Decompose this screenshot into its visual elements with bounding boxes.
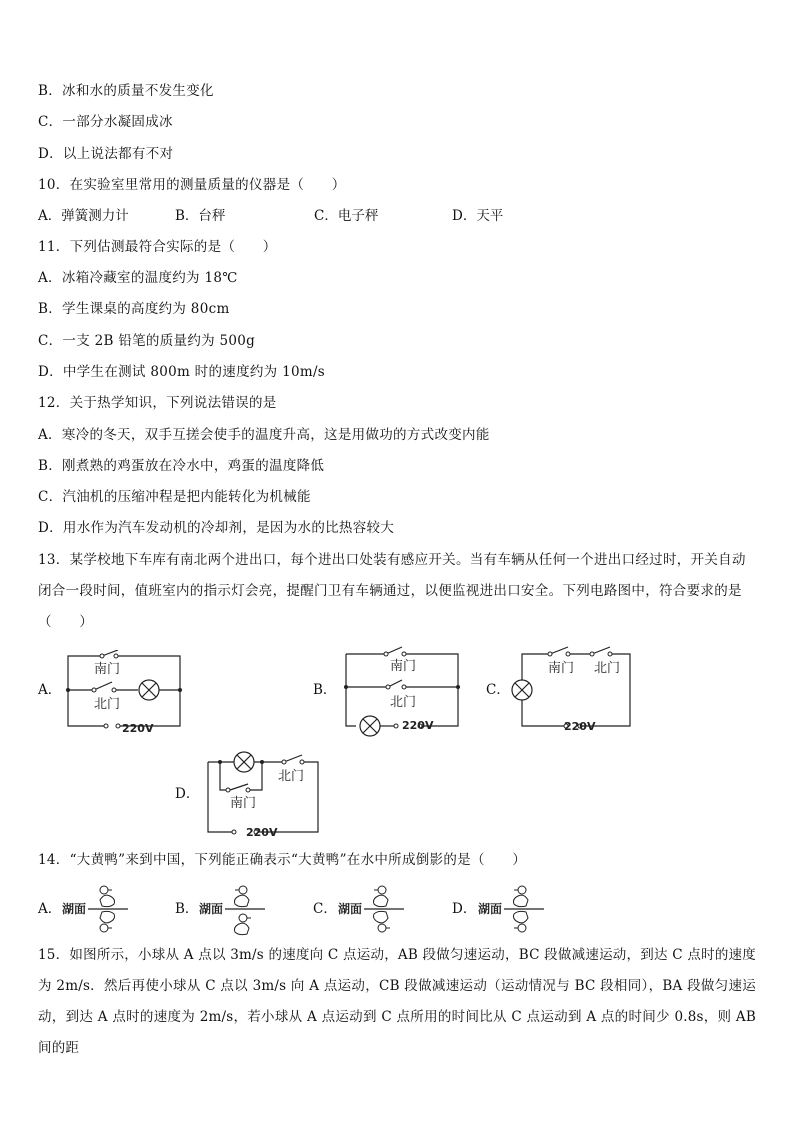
q13-option-b-label: B． [313,682,337,698]
duck-icon [235,886,250,907]
q14-a-lake-label: 湖面 [62,902,87,916]
circuit-diagram-d [198,744,324,840]
circuit-b-north-label: 北门 [390,695,417,710]
duck-reflection-icon [374,911,391,932]
q10-option-d: D．天平 [452,208,504,224]
q13-stem: 13．某学校地下车库有南北两个进出口，每个进出口处装有感应开关。当有车辆从任何一个进出口经过时，开关自动闭合一段时间，值班室内的指示灯会亮，提醒门卫有车辆通过，以便监视进出口安全。下列电路图中，符合要求的是（ ） [38,552,746,630]
circuit-a-south-label: 南门 [94,662,121,677]
q9-option-b: B．冰和水的质量不发生变化 [38,83,214,99]
circuit-d-south-label: 南门 [230,796,257,811]
duck-icon [374,886,389,907]
q12-stem: 12．关于热学知识，下列说法错误的是 [38,395,277,411]
q14-option-c-label: C． [313,901,337,917]
q11-option-d: D．中学生在测试 800m 时的速度约为 10m/s [38,364,326,380]
q14-figure-d [478,880,548,938]
circuit-diagram-b [336,646,468,746]
q14-option-b-label: B． [175,901,199,917]
q14-b-lake-label: 湖面 [199,902,224,916]
q15-stem: 15．如图所示，小球从 A 点以 3m/s 的速度向 C 点运动，AB 段做匀速运动，BC 段做减速运动，到达 C 点时的速度为 2m/s．然后再使小球从 C 点以 3m/s 向 A 点运动，CB 段做减速运动（运动情况与 BC 段相同），BA 段做匀速运动，到达 A 点时的速度为 2m/s，若小球从 A 点运动到 C 点所用的时间比从 C 点运动到 A 点的时间少 0.8s，则 AB 间的距 [38,947,756,1056]
q11-option-c: C．一支 2B 铅笔的质量约为 500g [38,333,256,349]
q10-option-a: A．弹簧测力计 [38,208,129,224]
circuit-c-south-label: 南门 [548,661,575,676]
q12-option-a: A．寒冷的冬天，双手互搓会使手的温度升高，这是用做功的方式改变内能 [38,427,490,443]
duck-reflection-icon [235,914,252,935]
duck-icon [100,886,115,907]
circuit-c-voltage: 220V [564,720,596,733]
q14-c-lake-label: 湖面 [338,902,363,916]
duck-reflection-icon [514,911,529,932]
circuit-a-north-label: 北门 [94,697,121,712]
duck-reflection-icon [100,911,115,932]
q10-option-c: C．电子秤 [314,208,379,224]
q14-option-a-label: A． [38,901,62,917]
q14-d-lake-label: 湖面 [478,902,503,916]
circuit-d-north-label: 北门 [278,769,305,784]
q14-figure-c [338,880,408,938]
q12-option-b: B．刚煮熟的鸡蛋放在冷水中，鸡蛋的温度降低 [38,458,325,474]
circuit-diagram-c [508,644,638,738]
q14-option-d-label: D． [452,901,477,917]
q13-option-a-label: A． [38,682,62,698]
q12-option-c: C．汽油机的压缩冲程是把内能转化为机械能 [38,489,311,505]
q9-option-c: C．一部分水凝固成冰 [38,114,173,130]
duck-icon [514,886,529,907]
q11-stem: 11．下列估测最符合实际的是（ ） [38,239,277,255]
q10-option-b: B．台秤 [175,208,226,224]
circuit-b-south-label: 南门 [390,659,417,674]
circuit-diagram-a [60,650,190,740]
circuit-c-north-label: 北门 [594,661,621,676]
circuit-a-voltage: 220V [122,722,154,735]
q14-figure-b [199,880,269,938]
q11-option-a: A．冰箱冷藏室的温度约为 18℃ [38,270,238,286]
q9-option-d: D．以上说法都有不对 [38,146,174,162]
q12-option-d: D．用水作为汽车发动机的冷却剂，是因为水的比热容较大 [38,520,395,536]
q14-stem: 14．“大黄鸭”来到中国，下列能正确表示“大黄鸭”在水中所成倒影的是（ ） [38,852,527,868]
q13-option-c-label: C． [486,682,510,698]
q13-option-d-label: D． [175,786,200,802]
q10-stem: 10．在实验室里常用的测量质量的仪器是（ ） [38,177,346,193]
circuit-b-voltage: 220V [402,719,434,732]
q11-option-b: B．学生课桌的高度约为 80cm [38,301,230,317]
circuit-d-voltage: 220V [246,826,278,839]
q14-figure-a [62,880,132,938]
